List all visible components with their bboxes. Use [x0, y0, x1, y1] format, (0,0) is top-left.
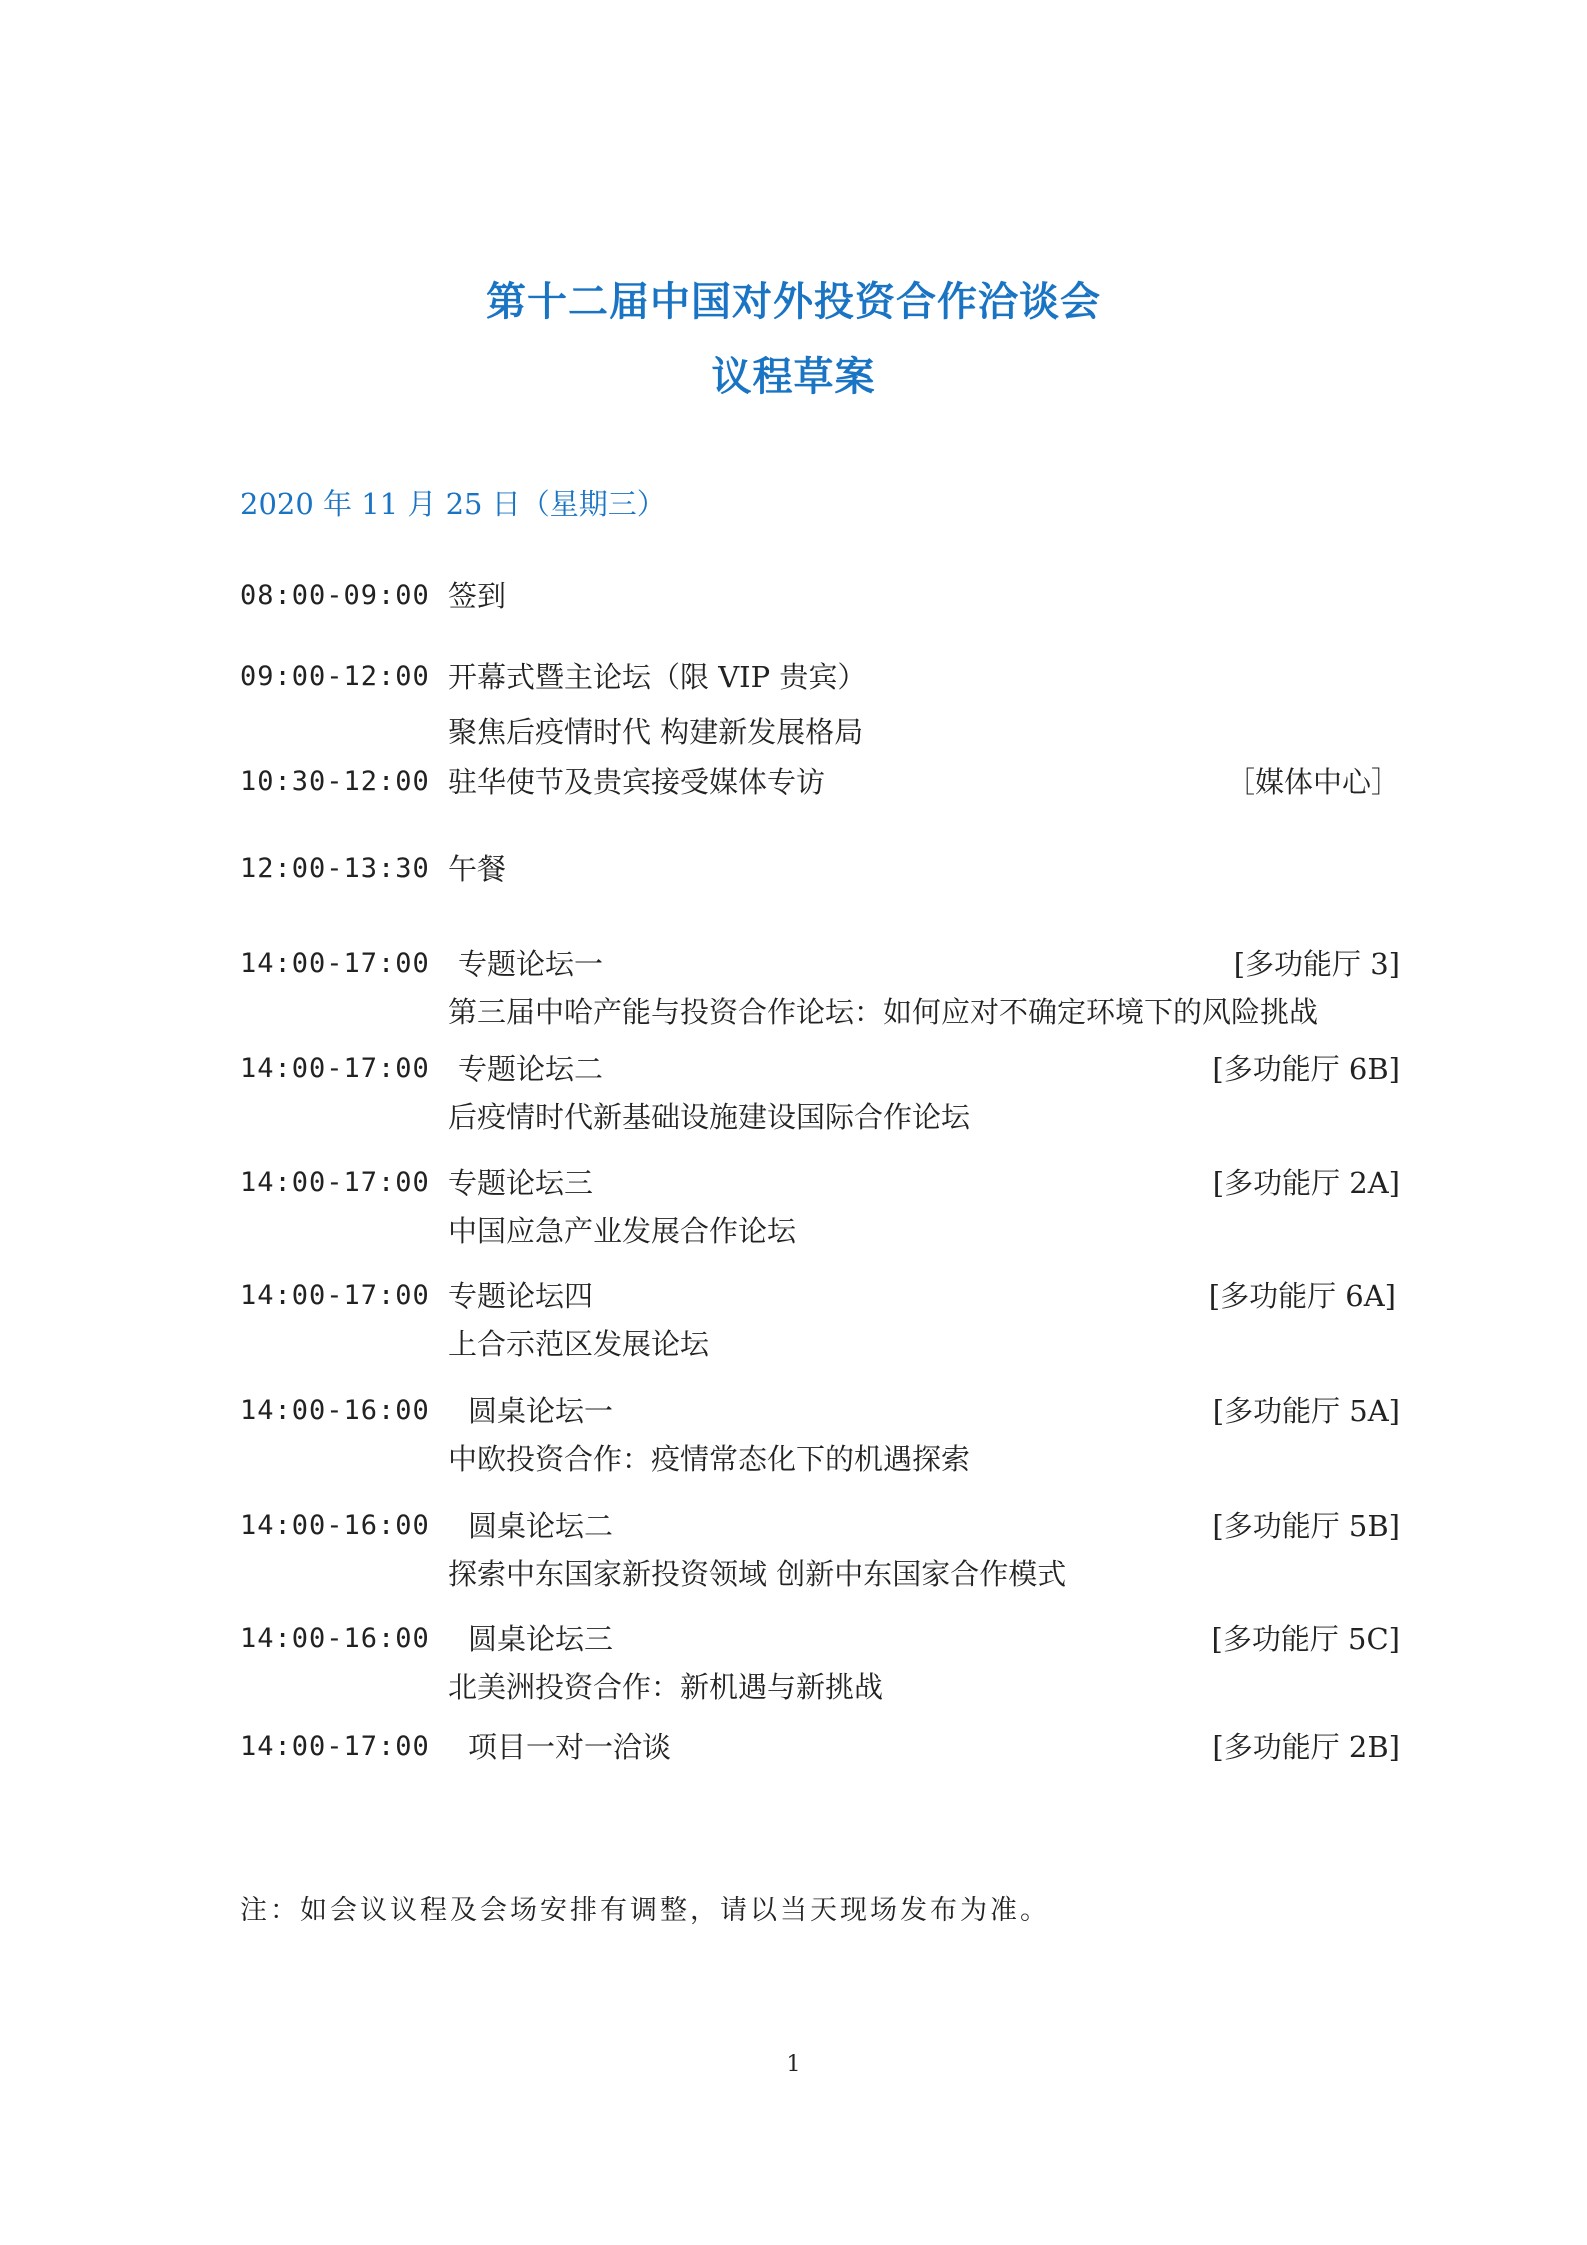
- agenda-session: 项目一对一洽谈: [468, 1730, 672, 1764]
- agenda-venue: [多功能厅 2A]: [1212, 1166, 1400, 1200]
- agenda-session: 开幕式暨主论坛（限 VIP 贵宾）: [448, 660, 867, 694]
- agenda-row: [240, 847, 1400, 891]
- agenda-venue: [多功能厅 6B]: [1212, 1052, 1400, 1086]
- agenda-subtitle: 中欧投资合作：疫情常态化下的机遇探索: [448, 1442, 971, 1476]
- agenda-session: 专题论坛四: [448, 1279, 594, 1313]
- agenda-subtitle: 第三届中哈产能与投资合作论坛：如何应对不确定环境下的风险挑战: [448, 995, 1319, 1029]
- agenda-time: 14:00-16:00: [240, 1395, 430, 1426]
- agenda-row: [240, 1504, 1400, 1548]
- agenda-row: [240, 1389, 1400, 1433]
- page-number: 1: [786, 2052, 801, 2077]
- agenda-time: 14:00-16:00: [240, 1623, 430, 1654]
- agenda-time: 08:00-09:00: [240, 580, 430, 611]
- agenda-time: 10:30-12:00: [240, 766, 430, 797]
- agenda-venue: [多功能厅 5C]: [1211, 1622, 1400, 1656]
- agenda-row: [240, 1047, 1400, 1091]
- document-subtitle: 议程草案: [711, 354, 876, 400]
- agenda-session: 圆桌论坛一: [468, 1394, 614, 1428]
- agenda-row: [240, 760, 1400, 804]
- agenda-row: [240, 1725, 1400, 1769]
- agenda-row: [240, 574, 1400, 618]
- agenda-session: 专题论坛一: [458, 947, 604, 981]
- agenda-row: [240, 942, 1400, 986]
- agenda-time: 14:00-16:00: [240, 1510, 430, 1541]
- agenda-time: 14:00-17:00: [240, 1167, 430, 1198]
- agenda-session: 驻华使节及贵宾接受媒体专访: [448, 765, 826, 799]
- agenda-row: [240, 1161, 1400, 1205]
- agenda-row: [240, 1617, 1400, 1661]
- agenda-time: 14:00-17:00: [240, 1731, 430, 1762]
- agenda-session: 签到: [448, 579, 507, 613]
- agenda-venue: [多功能厅 6A]: [1208, 1279, 1396, 1313]
- agenda-time: 14:00-17:00: [240, 948, 430, 979]
- agenda-venue: [多功能厅 2B]: [1212, 1730, 1400, 1764]
- agenda-venue: [多功能厅 3]: [1233, 947, 1400, 981]
- agenda-session: 圆桌论坛三: [468, 1622, 614, 1656]
- document-title: 第十二届中国对外投资合作洽谈会: [486, 279, 1101, 325]
- agenda-time: 12:00-13:30: [240, 853, 430, 884]
- agenda-venue: [多功能厅 5A]: [1212, 1394, 1400, 1428]
- agenda-row: [240, 1274, 1400, 1318]
- agenda-subtitle: 北美洲投资合作：新机遇与新挑战: [448, 1670, 884, 1704]
- agenda-time: 14:00-17:00: [240, 1053, 430, 1084]
- footnote: 注：如会议议程及会场安排有调整，请以当天现场发布为准。: [240, 1895, 1050, 1926]
- agenda-session: 专题论坛三: [448, 1166, 594, 1200]
- agenda-subtitle: 聚焦后疫情时代 构建新发展格局: [448, 715, 864, 749]
- agenda-date: 2020 年 11 月 25 日（星期三）: [240, 487, 666, 521]
- agenda-subtitle: 后疫情时代新基础设施建设国际合作论坛: [448, 1100, 971, 1134]
- agenda-venue: [多功能厅 5B]: [1212, 1509, 1400, 1543]
- agenda-venue: ［媒体中心］: [1225, 765, 1400, 799]
- agenda-session: 午餐: [448, 852, 507, 886]
- agenda-time: 14:00-17:00: [240, 1280, 430, 1311]
- agenda-subtitle: 探索中东国家新投资领域 创新中东国家合作模式: [448, 1557, 1067, 1591]
- agenda-subtitle: 中国应急产业发展合作论坛: [448, 1214, 797, 1248]
- agenda-row: [240, 655, 1400, 699]
- agenda-time: 09:00-12:00: [240, 661, 430, 692]
- agenda-session: 圆桌论坛二: [468, 1509, 614, 1543]
- agenda-subtitle: 上合示范区发展论坛: [448, 1327, 710, 1361]
- agenda-session: 专题论坛二: [458, 1052, 604, 1086]
